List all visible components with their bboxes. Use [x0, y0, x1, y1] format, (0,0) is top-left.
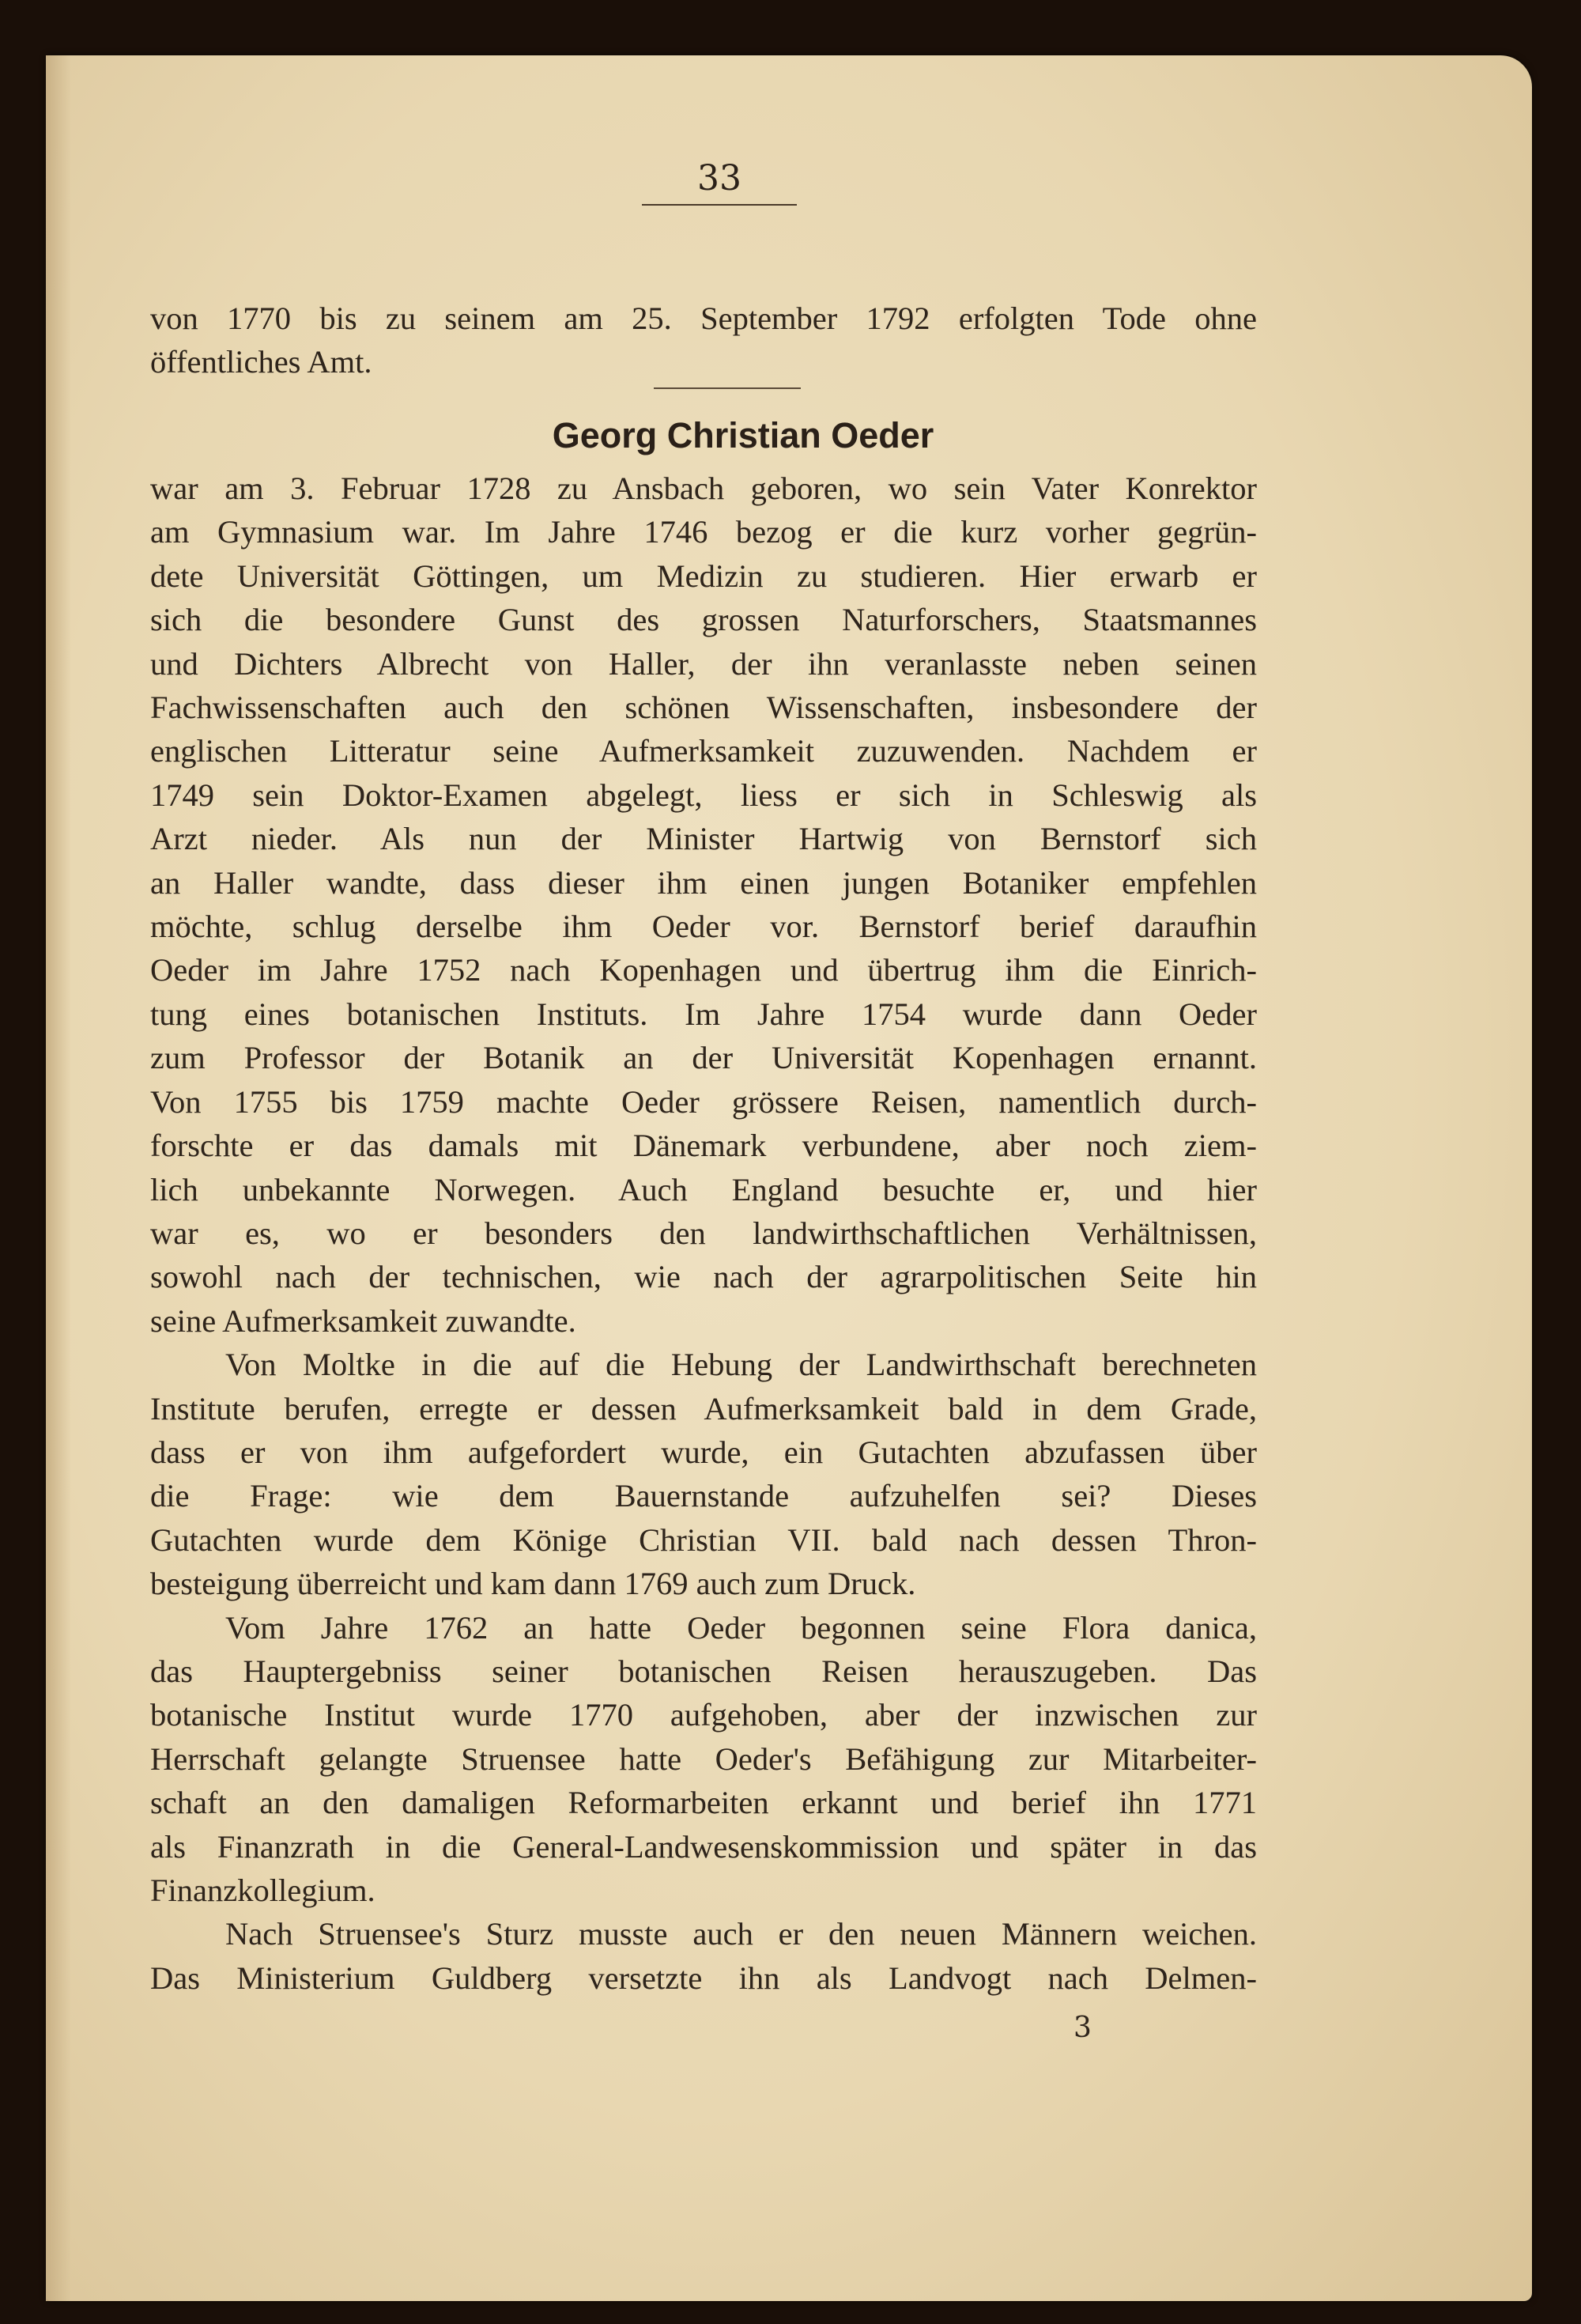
- page-number-rule: [642, 204, 797, 206]
- text-line: Finanzkollegium.: [150, 1872, 375, 1908]
- text-line: Gutachten wurde dem Könige Christian VII. bald nach dessen Thron-: [150, 1521, 1257, 1558]
- text-line: tung eines botanischen Instituts. Im Jahre 1754 wurde dann Oeder: [150, 996, 1257, 1032]
- text-line: englischen Litteratur seine Aufmerksamkeit zuzuwenden. Nachdem er: [150, 733, 1257, 769]
- text-line: Nach Struensee's Sturz musste auch er den neuen Männern weichen.: [225, 1916, 1257, 1952]
- text-line: Das Ministerium Guldberg versetzte ihn als Landvogt nach Delmen-: [150, 1959, 1257, 1996]
- page-number: 33: [697, 158, 741, 198]
- text-line: an Haller wandte, dass dieser ihm einen jungen Botaniker empfehlen: [150, 864, 1257, 901]
- text-line: besteigung überreicht und kam dann 1769 auch zum Druck.: [150, 1566, 916, 1602]
- text-line: lich unbekannte Norwegen. Auch England besuchte er, und hier: [150, 1171, 1257, 1207]
- text-line: Vom Jahre 1762 an hatte Oeder begonnen seine Flora danica,: [225, 1609, 1257, 1646]
- page-binding-edge: [46, 55, 71, 2301]
- text-line: von 1770 bis zu seinem am 25. September 1792 erfolgten Tode ohne: [150, 300, 1257, 336]
- text-line: seine Aufmerksamkeit zuwandte.: [150, 1302, 576, 1339]
- text-line: Fachwissenschaften auch den schönen Wissenschaften, insbesondere der: [150, 690, 1257, 726]
- text-line: war am 3. Februar 1728 zu Ansbach geboren, wo sein Vater Konrektor: [150, 470, 1257, 506]
- signature-mark: 3: [1073, 2012, 1092, 2044]
- text-line: das Hauptergebniss seiner botanischen Reisen herauszugeben. Das: [150, 1653, 1257, 1689]
- text-line: Herrschaft gelangte Struensee hatte Oeder's Befähigung zur Mitarbeiter-: [150, 1740, 1257, 1777]
- text-line: als Finanzrath in die General-Landwesenskommission und später in das: [150, 1828, 1257, 1865]
- text-line: zum Professor der Botanik an der Universität Kopenhagen ernannt.: [150, 1040, 1257, 1076]
- text-line: schaft an den damaligen Reformarbeiten erkannt und berief ihn 1771: [150, 1785, 1257, 1821]
- lead-paragraph: [150, 297, 1257, 384]
- text-line: öffentliches Amt.: [150, 344, 372, 380]
- text-line: 1749 sein Doktor-Examen abgelegt, liess er sich in Schleswig als: [150, 777, 1257, 813]
- text-line: am Gymnasium war. Im Jahre 1746 bezog er die kurz vorher gegrün-: [150, 514, 1257, 550]
- text-line: Institute berufen, erregte er dessen Aufmerksamkeit bald in dem Grade,: [150, 1390, 1257, 1427]
- text-line: dete Universität Göttingen, um Medizin zu studieren. Hier erwarb er: [150, 557, 1257, 594]
- text-line: möchte, schlug derselbe ihm Oeder vor. Bernstorf berief daraufhin: [150, 909, 1257, 945]
- text-line: war es, wo er besonders den landwirthschaftlichen Verhältnissen,: [150, 1215, 1257, 1251]
- text-line: Von Moltke in die auf die Hebung der Landwirthschaft berechneten: [225, 1347, 1257, 1383]
- section-divider: [654, 387, 801, 389]
- text-line: Von 1755 bis 1759 machte Oeder grössere Reisen, namentlich durch-: [150, 1083, 1257, 1120]
- body-text: [150, 467, 1257, 2000]
- text-line: Oeder im Jahre 1752 nach Kopenhagen und übertrug ihm die Einrich-: [150, 952, 1257, 988]
- text-line: und Dichters Albrecht von Haller, der ihn veranlasste neben seinen: [150, 645, 1257, 682]
- text-line: dass er von ihm aufgefordert wurde, ein Gutachten abzufassen über: [150, 1434, 1257, 1470]
- text-line: Arzt nieder. Als nun der Minister Hartwig von Bernstorf sich: [150, 821, 1257, 857]
- text-line: sowohl nach der technischen, wie nach der agrarpolitischen Seite hin: [150, 1259, 1257, 1295]
- text-line: die Frage: wie dem Bauernstande aufzuhelfen sei? Dieses: [150, 1478, 1257, 1514]
- section-heading: Georg Christian Oeder: [552, 415, 934, 455]
- text-line: sich die besondere Gunst des grossen Naturforschers, Staatsmannes: [150, 602, 1257, 638]
- text-line: forschte er das damals mit Dänemark verbundene, aber noch ziem-: [150, 1128, 1257, 1164]
- text-line: botanische Institut wurde 1770 aufgehoben, aber der inzwischen zur: [150, 1697, 1257, 1733]
